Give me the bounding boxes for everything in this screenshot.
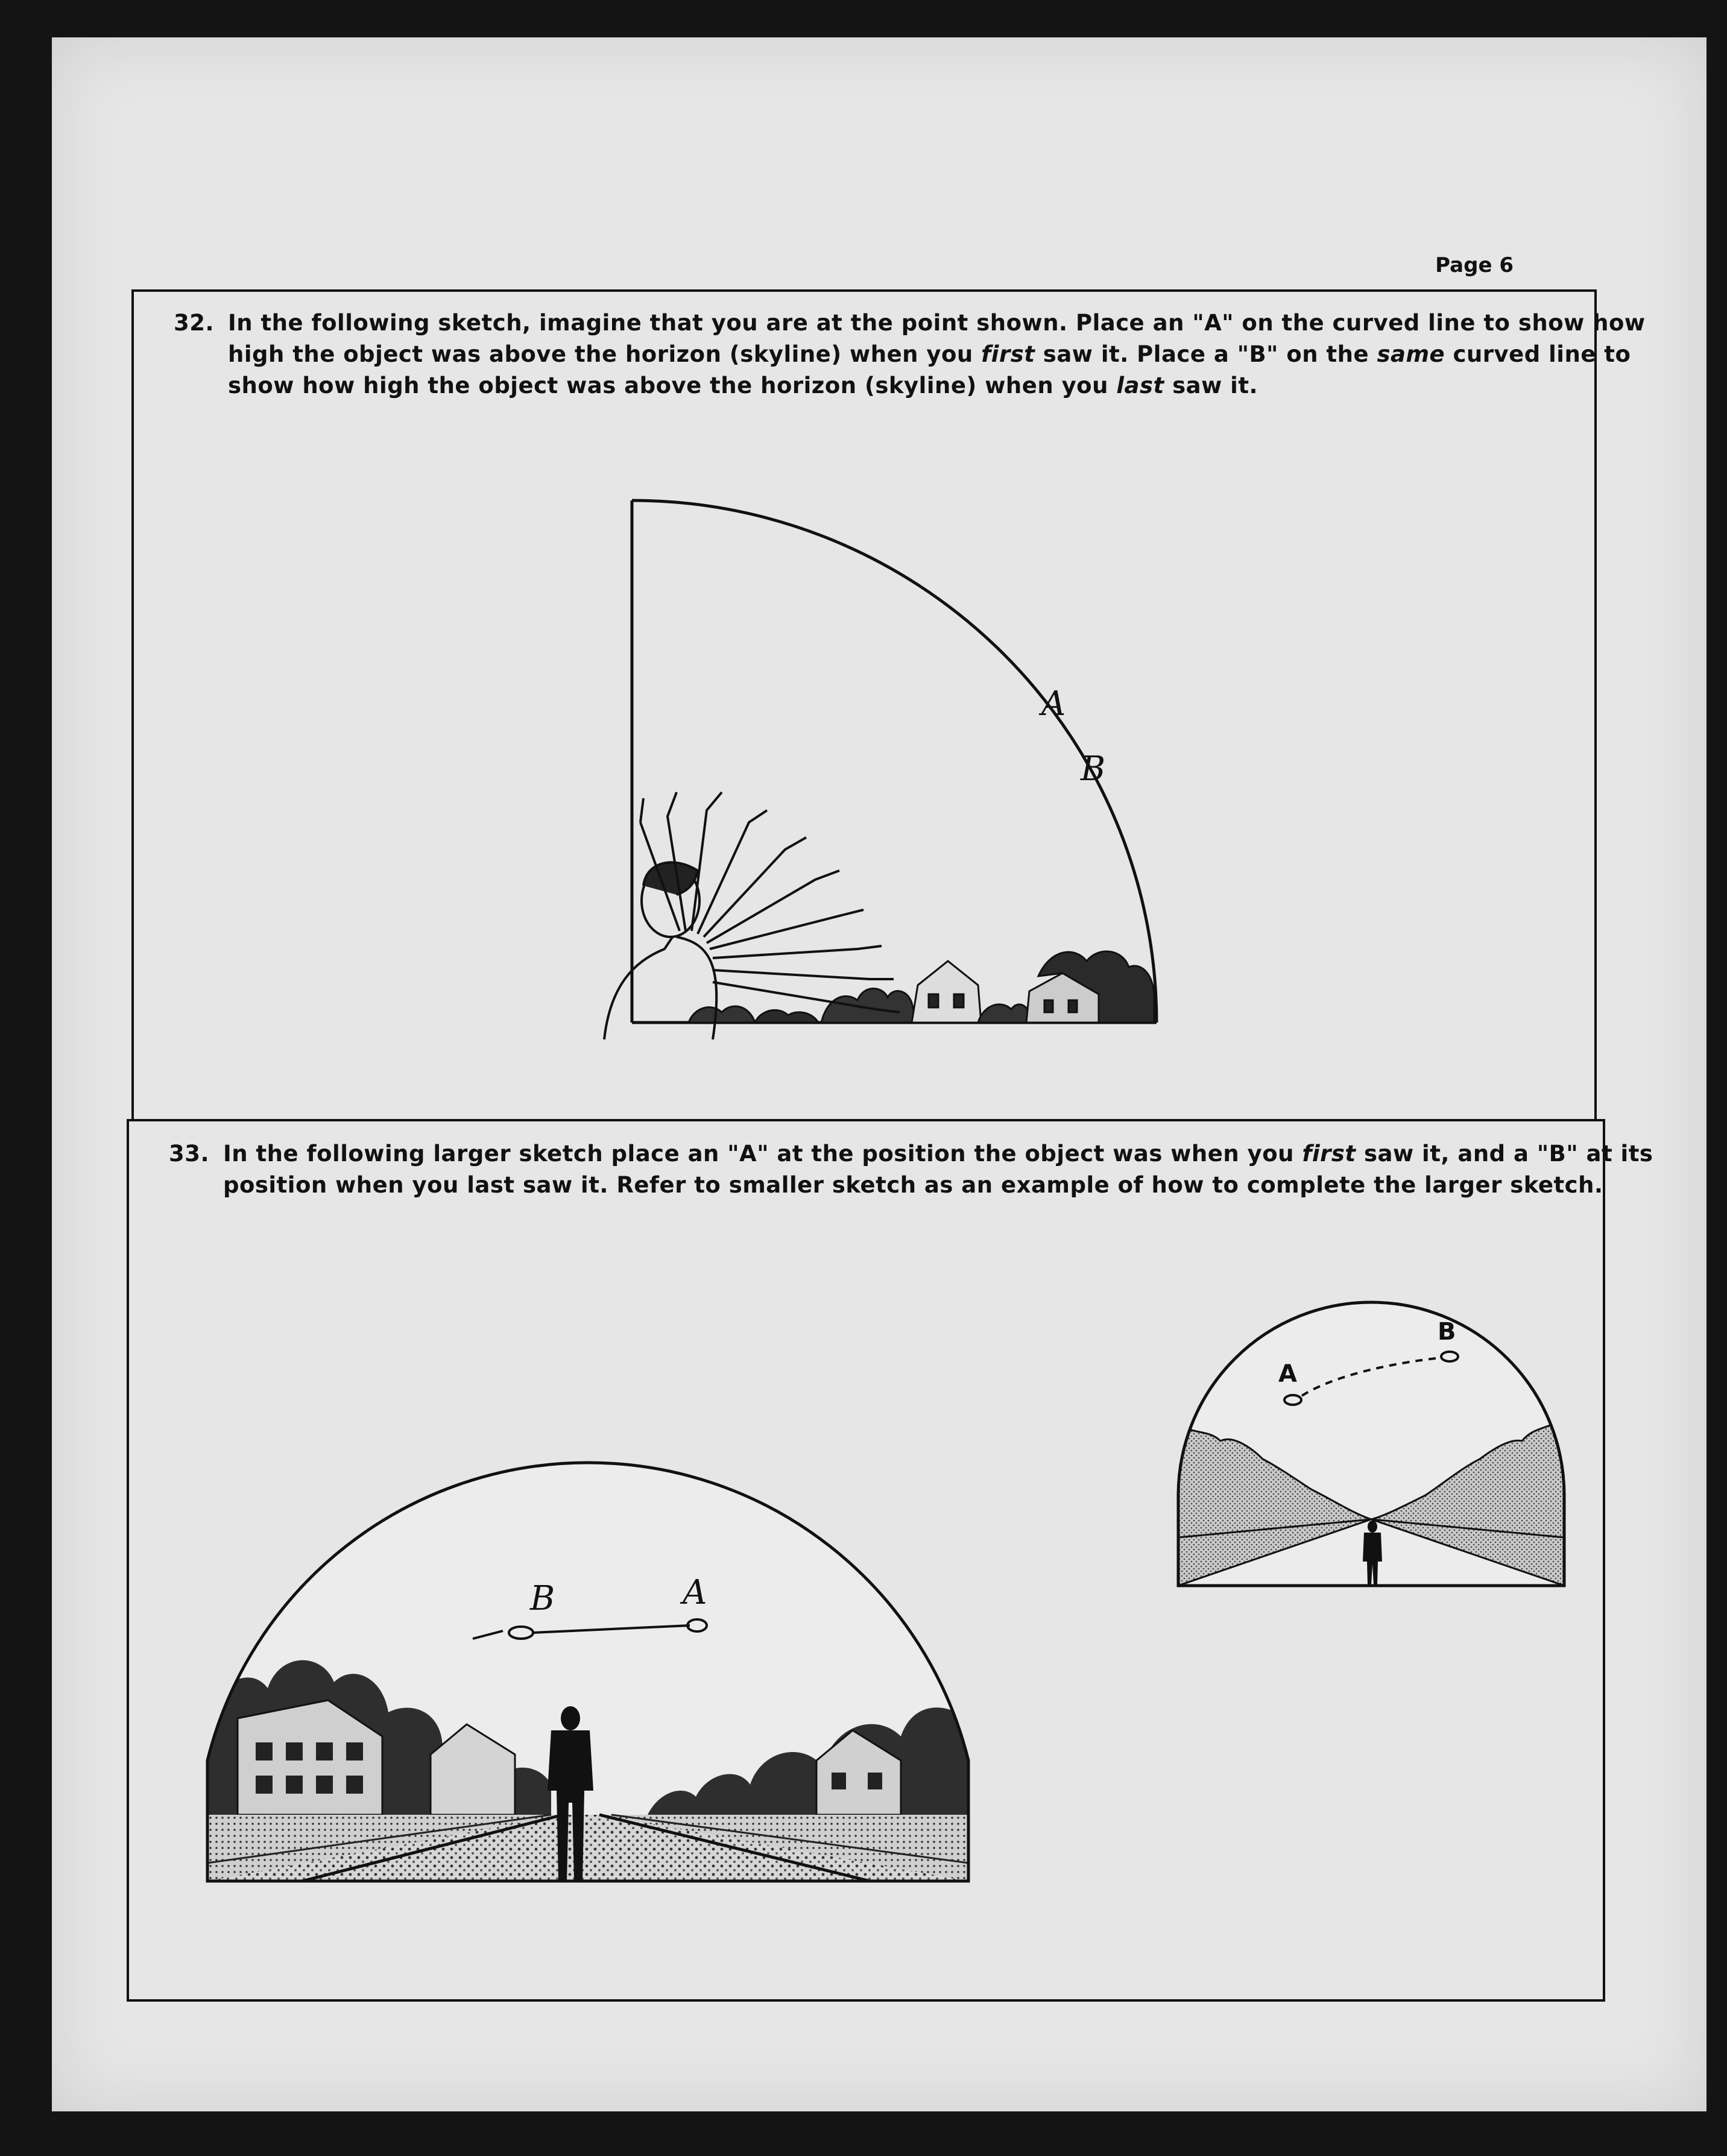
question-33-number: 33. (169, 1141, 210, 1167)
quarter-circle-diagram (632, 500, 1157, 1023)
instruction-line: In the following larger sketch place an "A" at the position the object was when you first saw it, and a "B" at its (223, 1141, 1653, 1167)
instruction-line: show how high the object was above the horizon (skyline) when you last saw it. (228, 373, 1258, 399)
instruction-line: position when you last saw it. Refer to smaller sketch as an example of how to complete the larger sketch. (223, 1172, 1603, 1198)
elevation-arc[interactable] (632, 500, 1157, 1023)
answer-mark-b[interactable]: B (1081, 749, 1106, 789)
emphasis-word: first (981, 341, 1035, 367)
elevation-angle-sketch[interactable] (134, 292, 1599, 1124)
example-scene-illustration (1154, 1302, 1588, 1604)
example-mark-a: A (1278, 1360, 1297, 1388)
emphasis-word: first (1302, 1141, 1356, 1167)
instruction-line: high the object was above the horizon (skyline) when you first saw it. Place a "B" on the same curved line to (228, 341, 1631, 367)
example-mark-b: B (1438, 1318, 1456, 1346)
instruction-line: In the following sketch, imagine that you are at the point shown. Place an "A" on the curved line to show how (228, 310, 1646, 336)
emphasis-word: same (1377, 341, 1445, 367)
answer-mark-a[interactable]: A (1041, 684, 1066, 723)
question-33-box (127, 1119, 1653, 2002)
skyline-trees-houses (689, 951, 1154, 1023)
small-example-sketch (129, 1121, 1608, 2004)
question-32-number: 32. (174, 310, 215, 336)
question-32-box (131, 289, 1646, 1121)
emphasis-word: last (1116, 373, 1164, 399)
answer-mark-b[interactable]: B (530, 1579, 555, 1618)
page-number: Page 6 (1435, 253, 1514, 277)
answer-mark-a[interactable]: A (683, 1573, 707, 1612)
